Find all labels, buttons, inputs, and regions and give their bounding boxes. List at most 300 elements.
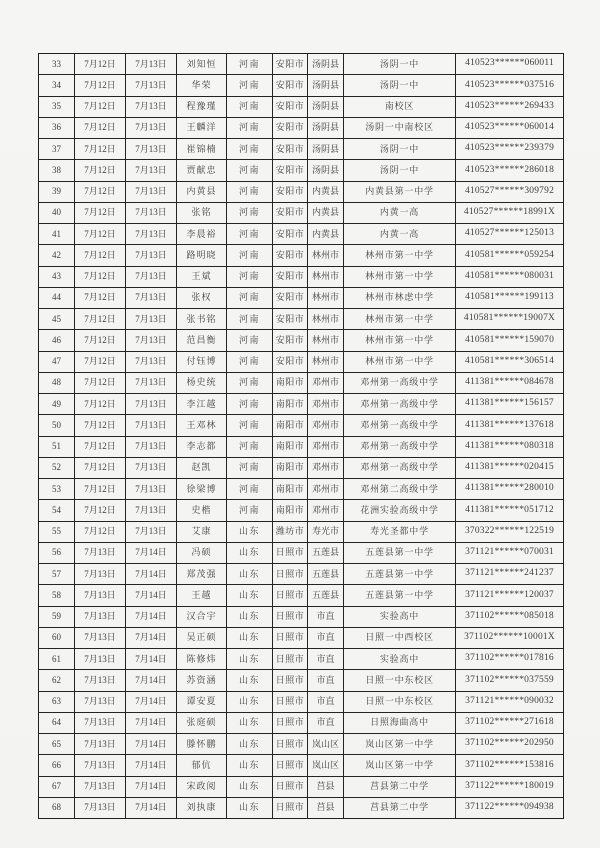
serial-cell: 37	[39, 139, 75, 159]
checkin-date-cell: 7月12日	[75, 54, 126, 74]
school-cell: 日照一中东校区	[344, 670, 456, 690]
id-number-cell: 371102******271618	[465, 717, 554, 728]
serial-cell: 58	[39, 585, 75, 605]
checkin-date-cell: 7月13日	[75, 692, 126, 712]
serial-cell: 38	[39, 160, 75, 180]
school-cell: 林州市第一中学	[344, 267, 456, 287]
serial-cell: 60	[39, 628, 75, 648]
id-number-cell: 371102******202950	[465, 738, 554, 749]
city-cell: 南阳市	[273, 500, 308, 520]
table-row	[39, 75, 563, 96]
name-cell: 李江越	[177, 394, 227, 414]
city-cell: 安阳市	[273, 54, 308, 74]
city-cell: 南阳市	[273, 415, 308, 435]
city-cell: 南阳市	[273, 373, 308, 393]
serial-cell: 52	[39, 458, 75, 478]
school-cell: 花洲实验高级中学	[344, 500, 456, 520]
table-row	[39, 607, 563, 628]
school-cell: 五莲县第一中学	[344, 585, 456, 605]
exam-date-cell: 7月13日	[126, 415, 177, 435]
id-number-cell: 371122******094938	[465, 802, 554, 813]
table-row	[39, 288, 563, 309]
id-number-cell: 410527******125013	[464, 228, 555, 239]
serial-cell: 50	[39, 415, 75, 435]
school-cell: 汤阴一中	[344, 54, 456, 74]
school-cell: 岚山区第一中学	[344, 734, 456, 754]
id-number-cell: 410581******080031	[464, 270, 555, 281]
table-row	[39, 394, 563, 415]
school-cell: 林州市第一中学	[344, 330, 456, 350]
district-cell: 邓州市	[308, 394, 344, 414]
exam-date-cell: 7月14日	[126, 564, 177, 584]
checkin-date-cell: 7月12日	[75, 97, 126, 117]
checkin-date-cell: 7月12日	[75, 288, 126, 308]
serial-cell: 48	[39, 373, 75, 393]
city-cell: 安阳市	[273, 203, 308, 223]
city-cell: 日照市	[273, 543, 308, 563]
checkin-date-cell: 7月12日	[75, 203, 126, 223]
school-cell: 实验高中	[344, 607, 456, 627]
checkin-date-cell: 7月13日	[75, 585, 126, 605]
serial-cell: 62	[39, 670, 75, 690]
exam-date-cell: 7月14日	[126, 692, 177, 712]
school-cell: 林州市林虑中学	[344, 288, 456, 308]
exam-date-cell: 7月14日	[126, 670, 177, 690]
exam-date-cell: 7月13日	[126, 330, 177, 350]
checkin-date-cell: 7月12日	[75, 245, 126, 265]
name-cell: 王邓林	[177, 415, 227, 435]
checkin-date-cell: 7月12日	[75, 75, 126, 95]
serial-cell: 39	[39, 182, 75, 202]
district-cell: 林州市	[308, 267, 344, 287]
id-number-cell: 371121******090032	[465, 695, 554, 706]
name-cell: 谭安夏	[177, 692, 227, 712]
checkin-date-cell: 7月13日	[75, 798, 126, 818]
province-cell: 山东	[227, 628, 273, 648]
city-cell: 日照市	[273, 670, 308, 690]
name-cell: 程豫瑾	[177, 97, 227, 117]
district-cell: 汤阴县	[308, 139, 344, 159]
school-cell: 莒县第二中学	[344, 798, 456, 818]
id-number-cell: 411381******137618	[465, 419, 554, 430]
serial-cell: 43	[39, 267, 75, 287]
school-cell: 内黄一高	[344, 203, 456, 223]
city-cell: 安阳市	[273, 97, 308, 117]
province-cell: 山东	[227, 522, 273, 542]
province-cell: 山东	[227, 564, 273, 584]
province-cell: 山东	[227, 777, 273, 797]
school-cell: 内黄一高	[344, 224, 456, 244]
table-row	[39, 522, 563, 543]
name-cell: 张权	[177, 288, 227, 308]
checkin-date-cell: 7月13日	[75, 755, 126, 775]
exam-date-cell: 7月13日	[126, 373, 177, 393]
city-cell: 安阳市	[273, 224, 308, 244]
checkin-date-cell: 7月12日	[75, 500, 126, 520]
id-number-cell: 370322******122519	[464, 525, 555, 536]
province-cell: 河南	[227, 352, 273, 372]
district-cell: 林州市	[308, 288, 344, 308]
province-cell: 河南	[227, 288, 273, 308]
province-cell: 河南	[227, 479, 273, 499]
exam-date-cell: 7月13日	[126, 203, 177, 223]
checkin-date-cell: 7月12日	[75, 458, 126, 478]
district-cell: 内黄县	[308, 203, 344, 223]
serial-cell: 68	[39, 798, 75, 818]
district-cell: 市直	[308, 670, 344, 690]
table-row	[39, 585, 563, 606]
school-cell: 汤阴一中	[344, 139, 456, 159]
province-cell: 河南	[227, 118, 273, 138]
checkin-date-cell: 7月13日	[75, 607, 126, 627]
city-cell: 安阳市	[273, 182, 308, 202]
province-cell: 河南	[227, 224, 273, 244]
checkin-date-cell: 7月13日	[75, 777, 126, 797]
district-cell: 岚山区	[308, 734, 344, 754]
district-cell: 汤阴县	[308, 75, 344, 95]
id-number-cell: 411381******080318	[465, 440, 554, 451]
id-number-cell: 371102******085018	[465, 610, 554, 621]
serial-cell: 63	[39, 692, 75, 712]
name-cell: 王越	[177, 585, 227, 605]
exam-date-cell: 7月14日	[126, 543, 177, 563]
city-cell: 安阳市	[273, 267, 308, 287]
district-cell: 林州市	[308, 245, 344, 265]
district-cell: 莒县	[308, 798, 344, 818]
serial-cell: 34	[39, 75, 75, 95]
table-row	[39, 267, 563, 288]
table-row	[39, 203, 563, 224]
serial-cell: 36	[39, 118, 75, 138]
district-cell: 汤阴县	[308, 118, 344, 138]
name-cell: 郑茂强	[177, 564, 227, 584]
district-cell: 邓州市	[308, 479, 344, 499]
checkin-date-cell: 7月13日	[75, 628, 126, 648]
district-cell: 岚山区	[308, 755, 344, 775]
checkin-date-cell: 7月12日	[75, 330, 126, 350]
name-cell: 刘执康	[177, 798, 227, 818]
district-cell: 市直	[308, 692, 344, 712]
province-cell: 山东	[227, 607, 273, 627]
city-cell: 安阳市	[273, 288, 308, 308]
serial-cell: 47	[39, 352, 75, 372]
school-cell: 汤阴一中	[344, 160, 456, 180]
table-row	[39, 798, 563, 818]
city-cell: 南阳市	[273, 394, 308, 414]
exam-date-cell: 7月14日	[126, 649, 177, 669]
serial-cell: 35	[39, 97, 75, 117]
province-cell: 河南	[227, 373, 273, 393]
name-cell: 徐梁博	[177, 479, 227, 499]
table-row	[39, 373, 563, 394]
district-cell: 林州市	[308, 330, 344, 350]
province-cell: 河南	[227, 330, 273, 350]
school-cell: 邓州第一高级中学	[344, 373, 456, 393]
city-cell: 安阳市	[273, 160, 308, 180]
exam-date-cell: 7月13日	[126, 245, 177, 265]
id-number-cell: 410581******199113	[465, 292, 554, 303]
serial-cell: 64	[39, 713, 75, 733]
name-cell: 赵凯	[177, 458, 227, 478]
exam-date-cell: 7月13日	[126, 500, 177, 520]
id-number-cell: 371121******070031	[465, 547, 554, 558]
name-cell: 内黄县	[177, 182, 227, 202]
table-row	[39, 670, 563, 691]
city-cell: 安阳市	[273, 245, 308, 265]
name-cell: 李晨裕	[177, 224, 227, 244]
checkin-date-cell: 7月12日	[75, 267, 126, 287]
serial-cell: 33	[39, 54, 75, 74]
id-number-cell: 411381******020415	[465, 462, 554, 473]
school-cell: 汤阴一中南校区	[344, 118, 456, 138]
table-row	[39, 54, 563, 75]
district-cell: 邓州市	[308, 415, 344, 435]
province-cell: 山东	[227, 755, 273, 775]
city-cell: 日照市	[273, 564, 308, 584]
serial-cell: 57	[39, 564, 75, 584]
district-cell: 五莲县	[308, 564, 344, 584]
name-cell: 崔锦楠	[177, 139, 227, 159]
table-row	[39, 309, 563, 330]
city-cell: 安阳市	[273, 309, 308, 329]
district-cell: 寿光市	[308, 522, 344, 542]
exam-date-cell: 7月14日	[126, 585, 177, 605]
name-cell: 贾献忠	[177, 160, 227, 180]
exam-date-cell: 7月13日	[126, 522, 177, 542]
checkin-date-cell: 7月13日	[75, 564, 126, 584]
table-row	[39, 182, 563, 203]
serial-cell: 53	[39, 479, 75, 499]
province-cell: 河南	[227, 437, 273, 457]
checkin-date-cell: 7月12日	[75, 479, 126, 499]
id-number-cell: 411381******156157	[465, 398, 554, 409]
exam-date-cell: 7月14日	[126, 755, 177, 775]
name-cell: 王麟洋	[177, 118, 227, 138]
province-cell: 山东	[227, 543, 273, 563]
table-row	[39, 628, 563, 649]
id-number-cell: 410527******309792	[464, 185, 555, 196]
district-cell: 汤阴县	[308, 54, 344, 74]
province-cell: 山东	[227, 734, 273, 754]
exam-date-cell: 7月13日	[126, 97, 177, 117]
checkin-date-cell: 7月13日	[75, 734, 126, 754]
id-number-cell: 410523******286018	[464, 164, 555, 175]
serial-cell: 56	[39, 543, 75, 563]
exam-date-cell: 7月13日	[126, 437, 177, 457]
province-cell: 河南	[227, 500, 273, 520]
city-cell: 南阳市	[273, 479, 308, 499]
school-cell: 邓州第一高级中学	[344, 415, 456, 435]
name-cell: 张书铭	[177, 309, 227, 329]
id-number-cell: 411381******084678	[465, 377, 554, 388]
city-cell: 潍坊市	[273, 522, 308, 542]
table-row	[39, 479, 563, 500]
serial-cell: 40	[39, 203, 75, 223]
city-cell: 安阳市	[273, 118, 308, 138]
city-cell: 日照市	[273, 798, 308, 818]
checkin-date-cell: 7月12日	[75, 118, 126, 138]
checkin-date-cell: 7月12日	[75, 309, 126, 329]
serial-cell: 51	[39, 437, 75, 457]
school-cell: 邓州第一高级中学	[344, 458, 456, 478]
district-cell: 林州市	[308, 352, 344, 372]
name-cell: 王斌	[177, 267, 227, 287]
school-cell: 林州市第一中学	[344, 245, 456, 265]
id-number-cell: 371102******153816	[465, 759, 554, 770]
serial-cell: 67	[39, 777, 75, 797]
id-number-cell: 371122******180019	[465, 780, 554, 791]
city-cell: 日照市	[273, 649, 308, 669]
school-cell: 寿光圣都中学	[344, 522, 456, 542]
exam-date-cell: 7月13日	[126, 394, 177, 414]
exam-date-cell: 7月14日	[126, 628, 177, 648]
exam-date-cell: 7月14日	[126, 777, 177, 797]
table-row	[39, 564, 563, 585]
province-cell: 河南	[227, 203, 273, 223]
id-number-cell: 371102******10001X	[464, 632, 555, 643]
id-number-cell: 371121******241237	[465, 568, 554, 579]
table-row	[39, 352, 563, 373]
school-cell: 林州市第一中学	[344, 352, 456, 372]
city-cell: 日照市	[273, 755, 308, 775]
city-cell: 日照市	[273, 607, 308, 627]
exam-date-cell: 7月13日	[126, 267, 177, 287]
checkin-date-cell: 7月12日	[75, 182, 126, 202]
id-number-cell: 410581******306514	[464, 355, 555, 366]
checkin-date-cell: 7月12日	[75, 224, 126, 244]
table-row	[39, 139, 563, 160]
school-cell: 实验高中	[344, 649, 456, 669]
province-cell: 山东	[227, 713, 273, 733]
table-row	[39, 97, 563, 118]
name-cell: 李志都	[177, 437, 227, 457]
table-row	[39, 437, 563, 458]
id-number-cell: 410523******037516	[464, 79, 555, 90]
district-cell: 五莲县	[308, 585, 344, 605]
serial-cell: 42	[39, 245, 75, 265]
exam-date-cell: 7月13日	[126, 479, 177, 499]
school-cell: 林州市第一中学	[344, 309, 456, 329]
table-row	[39, 458, 563, 479]
serial-cell: 59	[39, 607, 75, 627]
exam-date-cell: 7月13日	[126, 139, 177, 159]
table-row	[39, 755, 563, 776]
district-cell: 林州市	[308, 309, 344, 329]
province-cell: 河南	[227, 458, 273, 478]
school-cell: 南校区	[344, 97, 456, 117]
school-cell: 邓州第一高级中学	[344, 437, 456, 457]
city-cell: 日照市	[273, 585, 308, 605]
checkin-date-cell: 7月12日	[75, 522, 126, 542]
serial-cell: 44	[39, 288, 75, 308]
district-cell: 邓州市	[308, 437, 344, 457]
name-cell: 汉合宇	[177, 607, 227, 627]
exam-date-cell: 7月13日	[126, 224, 177, 244]
district-cell: 邓州市	[308, 373, 344, 393]
name-cell: 苏资涵	[177, 670, 227, 690]
province-cell: 山东	[227, 692, 273, 712]
city-cell: 日照市	[273, 734, 308, 754]
exam-roster-table	[38, 53, 564, 819]
school-cell: 日照一中东校区	[344, 692, 456, 712]
district-cell: 邓州市	[308, 458, 344, 478]
name-cell: 付钰博	[177, 352, 227, 372]
table-row	[39, 734, 563, 755]
checkin-date-cell: 7月13日	[75, 649, 126, 669]
checkin-date-cell: 7月12日	[75, 160, 126, 180]
name-cell: 范昌衡	[177, 330, 227, 350]
id-number-cell: 410523******269433	[464, 100, 555, 111]
checkin-date-cell: 7月12日	[75, 437, 126, 457]
district-cell: 汤阴县	[308, 160, 344, 180]
district-cell: 市直	[308, 649, 344, 669]
id-number-cell: 410581******19007X	[463, 313, 556, 324]
name-cell: 杨史统	[177, 373, 227, 393]
serial-cell: 61	[39, 649, 75, 669]
school-cell: 日照一中西校区	[344, 628, 456, 648]
district-cell: 市直	[308, 607, 344, 627]
exam-date-cell: 7月14日	[126, 734, 177, 754]
name-cell: 冯硕	[177, 543, 227, 563]
name-cell: 郁伉	[177, 755, 227, 775]
province-cell: 河南	[227, 309, 273, 329]
serial-cell: 46	[39, 330, 75, 350]
id-number-cell: 410527******18991X	[463, 207, 556, 218]
name-cell: 陈修炜	[177, 649, 227, 669]
exam-date-cell: 7月13日	[126, 75, 177, 95]
table-row	[39, 713, 563, 734]
serial-cell: 45	[39, 309, 75, 329]
name-cell: 华荣	[177, 75, 227, 95]
checkin-date-cell: 7月13日	[75, 543, 126, 563]
checkin-date-cell: 7月12日	[75, 394, 126, 414]
school-cell: 日照海曲高中	[344, 713, 456, 733]
city-cell: 安阳市	[273, 75, 308, 95]
city-cell: 安阳市	[273, 352, 308, 372]
school-cell: 莒县第二中学	[344, 777, 456, 797]
city-cell: 日照市	[273, 713, 308, 733]
school-cell: 五莲县第一中学	[344, 543, 456, 563]
city-cell: 日照市	[273, 628, 308, 648]
exam-date-cell: 7月13日	[126, 288, 177, 308]
province-cell: 山东	[227, 649, 273, 669]
province-cell: 山东	[227, 798, 273, 818]
table-row	[39, 245, 563, 266]
district-cell: 汤阴县	[308, 97, 344, 117]
table-row	[39, 330, 563, 351]
name-cell: 史楷	[177, 500, 227, 520]
exam-date-cell: 7月14日	[126, 798, 177, 818]
checkin-date-cell: 7月12日	[75, 415, 126, 435]
table-row	[39, 500, 563, 521]
id-number-cell: 371102******017816	[465, 653, 554, 664]
district-cell: 内黄县	[308, 182, 344, 202]
id-number-cell: 371102******037559	[465, 674, 554, 685]
province-cell: 山东	[227, 670, 273, 690]
city-cell: 南阳市	[273, 437, 308, 457]
exam-date-cell: 7月13日	[126, 458, 177, 478]
district-cell: 邓州市	[308, 500, 344, 520]
province-cell: 河南	[227, 267, 273, 287]
name-cell: 刘知恒	[177, 54, 227, 74]
name-cell: 宋政阅	[177, 777, 227, 797]
checkin-date-cell: 7月12日	[75, 139, 126, 159]
id-number-cell: 371121******120037	[465, 589, 554, 600]
exam-date-cell: 7月13日	[126, 54, 177, 74]
school-cell: 邓州第二高级中学	[344, 479, 456, 499]
province-cell: 河南	[227, 245, 273, 265]
province-cell: 河南	[227, 415, 273, 435]
